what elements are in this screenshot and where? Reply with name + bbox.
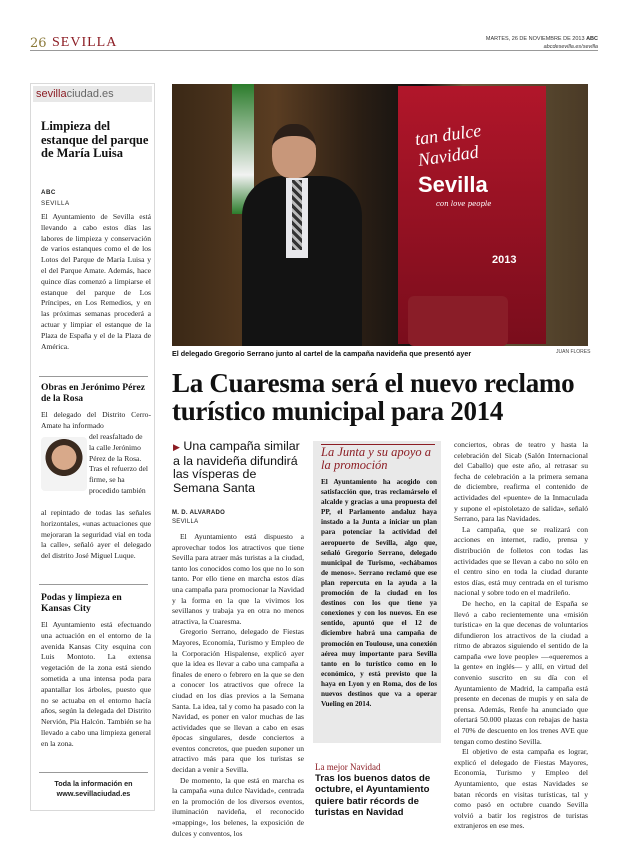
sidebar-item2-text-right: del reasfaltado de la calle Jerónimo Pérez de la Rosa. Tras el refuerzo del firme, se ha procedido también — [89, 432, 148, 495]
paragraph: La campaña, que se realizará con acciones en internet, radio, prensa y distribución de folletos con todas las actividades que se llevan a cabo no sólo en el centro sino en toda la ciudad durante estos días, está muy centrada en el turismo nacional y sobre todo en el madrileño. — [454, 524, 588, 598]
avatar — [41, 437, 87, 491]
article-headline: La Cuaresma será el nuevo reclamo turístico municipal para 2014 — [172, 368, 575, 426]
sidebar-divider — [39, 376, 148, 377]
highlight-label: La mejor Navidad — [315, 762, 381, 772]
byline-city: SEVILLA — [172, 519, 199, 525]
paragraph: Gregorio Serrano, delegado de Fiestas Mayores, Economía, Turismo y Empleo de la Corporación Hispalense, explicó ayer que la idea es llevar a cabo una campaña a finales de enero o febrero en la que se den a conocer los atractivos que ofrece la ciudad en los días previos a la Semana Santa. La idea, tal y como ha pasado con la Navidad, es poner en valor muchas de las actividades que se llevan a cabo en esas épocas singulares, desde conciertos a eventos concretos, que pueden suponer un atractivo más para que los turistas se decidan a venir a Sevilla. — [172, 627, 304, 775]
sidebar-item2-title: Obras en Jerónimo Pérez de la Rosa — [41, 382, 145, 404]
poster-city: Sevilla — [418, 172, 488, 197]
header-rule — [30, 50, 598, 51]
date-line — [486, 35, 598, 51]
paragraph: conciertos, obras de teatro y hasta la celebración del Sicab (Salón Internacional del Caballo) que este año, al retrasar su fecha de celebración a la primera semana de diciembre, reafirma el contenido de actividades del «puente» de la Inmaculada y supone el «pistoletazo de salida», señaló Serrano, para las Navidades. — [454, 440, 588, 524]
paragraph: El Ayuntamiento está dispuesto a aprovechar todos los atractivos que tiene Sevilla para atraer más turistas a la ciudad, tanto los conocidos como los que no lo son tanto. Por ello tiene en marcha estos días una campaña para promocionar la Navidad y la forma en la que la vivimos los sevillanos y trabaja ya en otra no menos atractiva, la Cuaresma. — [172, 532, 304, 626]
person-tie — [292, 180, 302, 250]
footer-line: Toda la información en — [54, 779, 133, 788]
paragraph: De momento, la que está en marcha es la campaña «una dulce Navidad», centrada en la promoción de los diversos eventos, iluminación navideña, el reconocido «mapping», los belenes, la exposición de dulces y conventos, los — [172, 775, 304, 838]
main-photo — [172, 84, 588, 346]
sidebar-item1-text: El Ayuntamiento de Sevilla está llevando a cabo estos días las labores de limpieza y conservación de varios estanques como el de los Lotos del Parque de María Luisa y el del Parque Amate. Además, hace quince días comenzó a limpiarse el estanque del parque de Los Príncipes, en Los Remedios, y en las próximas semanas procederá a actuar y limpiar el estanque de la Plaza de España y el de la Plaza de América. — [41, 212, 151, 351]
site-url[interactable]: abcdesevilla.es/sevilla — [543, 44, 598, 50]
logo-red: sevilla — [36, 88, 67, 100]
footer-link[interactable]: www.sevillaciudad.es — [56, 789, 131, 798]
paragraph: El objetivo de esta campaña es lograr, explicó el delegado de Fiestas Mayores, Economía, Turismo y Empleo del Ayuntamiento, que estas Navidades se batan récords en visitas turísticas, tal y como pasó en octubre cuando Sevilla volvió a batir los registros de turistas extranjeros en ese mes. — [454, 747, 588, 831]
brand: ABC — [586, 36, 598, 42]
sidebar-item3-title: Podas y limpieza en Kansas City — [41, 592, 122, 614]
person — [242, 124, 362, 346]
sidebar-item2-text-bottom: al repintado de todas las señales horizontales, «unas actuaciones que mejoraran la seguridad vial en toda la calle», señaló ayer el delegado del distrito José Miguel Luque. — [41, 508, 151, 561]
page-number: 26 — [30, 36, 47, 51]
sidebar-divider — [39, 772, 148, 773]
section-title: SEVILLA — [52, 35, 118, 50]
sidebar-item1-city: SEVILLA — [41, 200, 70, 207]
sidebar-divider — [39, 584, 148, 585]
poster-tagline: con love people — [436, 200, 492, 208]
person-head — [272, 124, 316, 178]
sidebar-box-junta — [313, 441, 441, 743]
author: M. D. ALVARADO — [172, 510, 226, 516]
article-column-3 — [454, 440, 588, 832]
sidebar-footer — [39, 779, 148, 799]
sidebar-logo — [33, 86, 152, 102]
box-text: El Ayuntamiento ha acogido con satisfacción que, tras reclamárselo el alcalde y gracias a una propuesta del PP, el Parlamento andaluz haya instado a la Junta a iniciar un plan para potenciar la actividad del aeropuerto de Sevilla, algo que, señaló Gregorio Serrano, delegado municipal de Turismo, «echábamos de menos». Serrano reclamó que ese plan repercuta en la ayuda a la promoción de la ciudad en los destinos con los que tiene ya conexiones y con los nuevos. En ese sentido, apuntó que el 12 de diciembre habrá una campaña de promoción en Toulouse, una conexión aérea muy importante para Sevilla tanto en lo turístico como en lo económico, y está previsto que la haya en Lyon y en Roma, dos de los nuevos destinos que va a operar Vueling en 2014. — [321, 478, 437, 709]
poster-year: 2013 — [492, 254, 517, 266]
sidebar-item2-text-top: El delegado del Distrito Cerro-Amate ha informado — [41, 410, 151, 430]
sidebar-item1-title: Limpieza del estanque del parque de María Luisa — [41, 119, 149, 160]
article-subhead — [173, 440, 301, 495]
photo-credit: JUAN FLORES — [556, 349, 591, 355]
sidebar-item3-text: El Ayuntamiento está efectuando una actuación en el entorno de la avenida Kansas City esquina con Luis Montoto. La extensa vegetación de la zona está siendo sometida a una intensa poda para apantallar los árboles, puesto que no se actuaba en el entorno hacía años, según la delegada del Distrito Nervión, Pía Halcón. También se ha llevado a cabo una limpieza general en la zona. — [41, 620, 151, 748]
highlight-headline: Tras los buenos datos de octubre, el Ayuntamiento quiere batir récords de turistas en Navidad — [315, 773, 431, 819]
poster-title: tan dulce Navidad — [413, 119, 483, 170]
date-text: MARTES, 26 DE NOVIEMBRE DE 2013 — [485, 36, 585, 42]
photo-caption: El delegado Gregorio Serrano junto al cartel de la campaña navideña que presentó ayer — [172, 349, 472, 358]
subhead-arrow-icon: ▶ — [173, 442, 180, 452]
logo-gray: ciudad.es — [66, 88, 114, 100]
article-byline — [172, 509, 225, 527]
chair — [408, 296, 508, 346]
subhead-text: Una campaña similar a la navideña difundirá las vísperas de Semana Santa — [173, 439, 300, 495]
sidebar-item1-byline: ABC — [41, 189, 56, 196]
article-column-1 — [172, 532, 304, 839]
sidebar-sevillaciudad — [30, 83, 155, 811]
box-title: La Junta y su apoyo a la promoción — [321, 445, 432, 472]
paragraph: De hecho, en la capital de España se llevó a cabo recientemente una «misión turística» en la que decenas de voluntarios difundieron los atractivos de la ciudad a ritmo de abrazos siguiendo el sentido de la campaña «we love people» —«queremos a la gente» en inglés— y allí, en virtud del convenio suscrito en su día con el Ayuntamiento de Madrid, la campaña está presente en decenas de mupis y en sala de prensa. Además, Renfe ha anunciado que ofertará 50.000 plazas con rebajas de hasta el 70% de descuento en los trenes AVE que tengan como destino Sevilla. — [454, 598, 588, 746]
